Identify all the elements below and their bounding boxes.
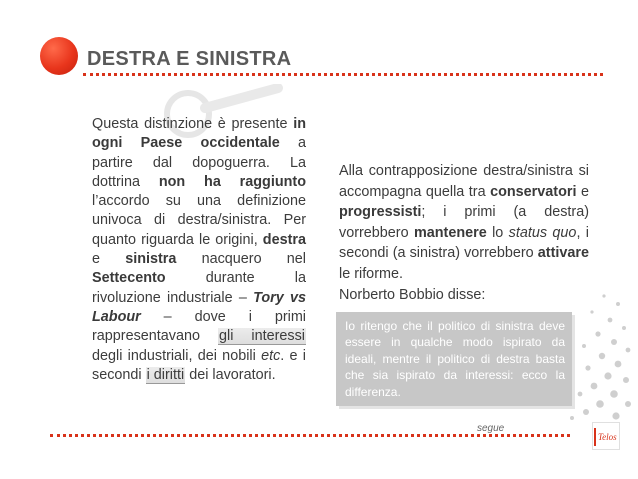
text: degli industriali, dei nobili (92, 347, 262, 364)
italic-text: status quo (508, 224, 577, 241)
bold-text: Settecento (92, 270, 166, 287)
bold-text: progressisti (339, 204, 422, 221)
quote-author: Norberto Bobbio disse: (339, 287, 486, 303)
title-divider (83, 73, 603, 76)
left-column (92, 115, 306, 385)
highlighted-text: gli interessi (219, 328, 305, 345)
bold-text: mantenere (413, 224, 487, 241)
bold-text: destra (262, 231, 306, 248)
text: Questa distinzione è presente (92, 116, 294, 132)
right-column (339, 161, 589, 285)
text: durante la rivoluzione industriale – (92, 270, 306, 306)
text: a partire dal dopoguerra. La dottrina (92, 135, 306, 190)
next-link[interactable]: segue (477, 423, 505, 434)
bold-italic-text: Tory vs Labour (92, 289, 307, 325)
text: nacquero nel (176, 251, 306, 268)
text: Alla contrapposizione destra/sinistra si accompagna quella tra (339, 163, 589, 200)
footer-divider (50, 434, 570, 437)
italic-text: etc (261, 347, 281, 364)
bold-text: sinistra (125, 251, 177, 268)
text: l’accordo su una definizione univoca di destra/sinistra. Per quanto riguarda le origini, (92, 193, 306, 248)
telos-logo (592, 422, 620, 450)
text: – dove i primi rappresentavano (92, 308, 306, 345)
right-paragraph (339, 161, 589, 285)
bold-text: in ogni Paese occidentale (92, 116, 306, 152)
bold-text: non ha raggiunto (158, 173, 306, 190)
bold-text: conservatori (490, 183, 577, 200)
text: , i secondi (a sinistra) vorrebbero (339, 224, 589, 262)
bold-text: attivare (537, 245, 589, 262)
text: le riforme. (339, 265, 403, 282)
text: e (92, 251, 126, 268)
left-paragraph (92, 115, 306, 385)
svg-text:Telos: Telos (598, 432, 617, 442)
text: lo (486, 224, 509, 241)
quote-text: Io ritengo che il politico di sinistra deve essere in qualche modo ispirato da ideali, mentre il politico di destra basta che sia ispirato da interessi: ecco la differenza. (345, 319, 565, 399)
text: dei lavoratori. (185, 366, 276, 383)
text: . e i secondi (92, 347, 306, 383)
title-bullet (40, 37, 78, 75)
highlighted-text: i diritti (146, 366, 185, 383)
text: e (576, 183, 589, 200)
text: ; i primi (a destra) vorrebbero (339, 204, 589, 241)
page-title: DESTRA E SINISTRA (87, 48, 292, 70)
